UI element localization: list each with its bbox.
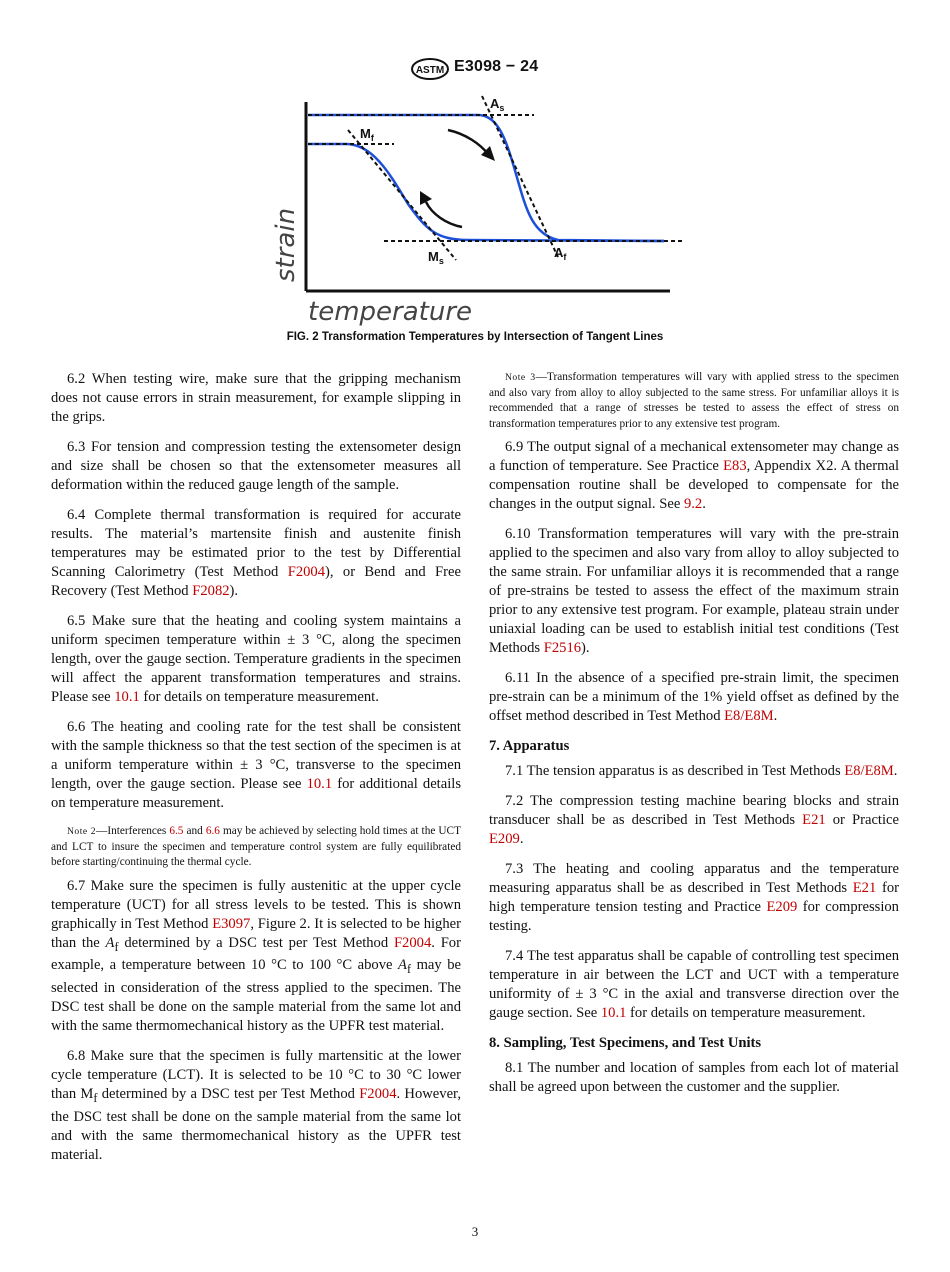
- paragraph-6-5: 6.5 Make sure that the heating and cooling system maintains a uniform specimen temperature within ± 3 °C, along the specimen length, over the gauge section. Temperature gradients in the specimen will affect the apparent transformation temperatures and strains. Please see 10.1 for details on temperature measurement.: [51, 613, 461, 705]
- link-9-2[interactable]: 9.2: [683, 496, 703, 512]
- paragraph-6-6: 6.6 The heating and cooling rate for the test shall be consistent with the sample thickness so that the test section of the specimen is at a uniform temperature within ± 3 °C, transverse to the specimen length, over the gauge section. Please see 10.1 for additional details on temperature measurement.: [51, 719, 461, 811]
- paragraph-6-11: 6.11 In the absence of a specified pre-strain limit, the specimen pre-strain can be a minimum of the 1% yield offset as defined by the offset method described in Test Method E8/E8M.: [489, 670, 899, 724]
- label-af: $A_f$: [554, 245, 567, 262]
- section-7-heading: 7. Apparatus: [489, 738, 570, 754]
- paragraph-6-8: 6.8 Make sure that the specimen is fully martensitic at the lower cycle temperature (LCT). It is selected to be 10 °C to 30 °C lower than $M_f$ determined by a DSC test per Test Method F2004. However, the DSC test shall be done on the sample material from the same lot and with the same thermomechanical history as the UPFR test material.: [51, 1048, 461, 1164]
- paragraph-8-1: 8.1 The number and location of samples from each lot of material shall be agreed upon between the customer and the supplier.: [489, 1060, 899, 1095]
- right-column: [489, 370, 899, 1108]
- link-6-5[interactable]: 6.5: [169, 825, 184, 837]
- link-10-1[interactable]: 10.1: [600, 1005, 627, 1021]
- paragraph-6-7: 6.7 Make sure the specimen is fully austenitic at the upper cycle temperature (UCT) for all stress levels to be tested. This is shown graphically in Test Method E3097, Figure 2. It is selected to be higher than the $A_f$ determined by a DSC test per Test Method F2004. For example, a temperature between 10 °C to 100 °C above $A_f$ may be selected in consideration of the stress applied to the specimen. The DSC test shall be done on the sample material from the same lot and with the same thermomechanical history as the UPFR test material.: [51, 877, 462, 1035]
- paragraph-7-1: 7.1 The tension apparatus is as described in Test Methods E8/E8M.: [505, 763, 898, 779]
- paragraph-6-9: 6.9 The output signal of a mechanical extensometer may change as a function of temperature. See Practice E83, Appendix X2. A thermal compensation routine shall be developed to compensate for the changes in the output signal. See 9.2.: [489, 439, 899, 512]
- link-e21[interactable]: E21: [802, 812, 826, 828]
- section-8-heading: 8. Sampling, Test Specimens, and Test Units: [489, 1035, 762, 1051]
- link-e209[interactable]: E209: [766, 899, 798, 915]
- link-10-1[interactable]: 10.1: [306, 776, 333, 792]
- paragraph-7-2: 7.2 The compression testing machine bearing blocks and strain transducer shall be as described in Test Methods E21 or Practice E209.: [489, 793, 899, 847]
- link-e8-e8m[interactable]: E8/E8M: [844, 763, 894, 779]
- page-header: [0, 58, 950, 82]
- paragraph-6-2: 6.2 When testing wire, make sure that the gripping mechanism does not cause errors in strain measurement, for example slipping in the grips.: [51, 371, 461, 425]
- astm-logo-icon: [410, 58, 450, 80]
- paragraph-6-4: 6.4 Complete thermal transformation is required for accurate results. The material’s martensite finish and austenite finish temperatures may be estimated prior to the test by Differential Scanning Calorimetry (Test Method F2004), or Bend and Free Recovery (Test Method F2082).: [51, 507, 461, 599]
- standard-designation: E3098 − 24: [454, 58, 539, 75]
- link-e21[interactable]: E21: [852, 880, 877, 896]
- label-mf: $M_f$: [360, 126, 374, 143]
- label-ms: $M_s$: [428, 249, 444, 266]
- link-f2082[interactable]: F2082: [192, 583, 230, 599]
- link-e209[interactable]: E209: [489, 831, 520, 847]
- y-axis-label: strain: [271, 207, 301, 282]
- paragraph-6-3: 6.3 For tension and compression testing the extensometer design and size shall be chosen so that the extensometer measures all deformation within the reduced gauge length of the sample.: [51, 439, 461, 493]
- heating-arrow-icon: [448, 130, 488, 154]
- paragraph-7-4: 7.4 The test apparatus shall be capable of controlling test specimen temperature in air between the LCT and UCT with a temperature uniformity of ± 3 °C in the axial and transverse direction over the gauge section. See 10.1 for details on temperature measurement.: [489, 948, 899, 1021]
- svg-text:ASTM: ASTM: [415, 65, 445, 76]
- link-e3097[interactable]: E3097: [212, 915, 251, 932]
- link-f2004[interactable]: F2004: [393, 934, 432, 951]
- figure-caption: FIG. 2 Transformation Temperatures by Intersection of Tangent Lines: [286, 331, 664, 343]
- note-3: Note 3—Transformation temperatures will vary with applied stress to the specimen and also vary from alloy to alloy subjected to the same stress. For unfamiliar alloys it is recommended that a range of stresses be tested to assess the effect of stress on transformation temperatures prior to any extensive test program.: [489, 371, 899, 430]
- link-e8-e8m[interactable]: E8/E8M: [724, 708, 774, 724]
- paragraph-7-3: 7.3 The heating and cooling apparatus and the temperature measuring apparatus shall be as described in Test Methods E21 for high temperature tension testing and Practice E209 for compression testing.: [489, 861, 899, 934]
- x-axis-label: temperature: [308, 297, 472, 327]
- cooling-arrow-icon: [426, 202, 462, 227]
- link-e83[interactable]: E83: [723, 458, 747, 474]
- link-f2516[interactable]: F2516: [543, 640, 582, 656]
- paragraph-6-10: 6.10 Transformation temperatures will vary with the pre-strain applied to the specimen and also vary from alloy to alloy subjected to the same strain. For unfamiliar alloys it is recommended that a range of pre-strains be tested to assess the effect of the maximum strain prior to any extensive test program. For example, plateau strain under uniaxial loading can be used to establish initial test conditions (Test Methods F2516).: [489, 526, 899, 656]
- note-2: Note 2—Interferences 6.5 and 6.6 may be achieved by selecting hold times at the UCT and LCT to insure the specimen and temperature control system are fully equilibrated before starting/continuing the thermal cycle.: [51, 825, 461, 868]
- cooling-curve: [308, 144, 664, 241]
- link-10-1[interactable]: 10.1: [114, 689, 140, 705]
- link-6-6[interactable]: 6.6: [205, 825, 220, 837]
- transformation-figure: [268, 94, 688, 328]
- left-column: [51, 370, 461, 1176]
- page-number: 3: [471, 1224, 479, 1239]
- label-as: $A_s$: [490, 96, 505, 113]
- link-f2004[interactable]: F2004: [359, 1086, 397, 1103]
- link-f2004[interactable]: F2004: [287, 564, 326, 580]
